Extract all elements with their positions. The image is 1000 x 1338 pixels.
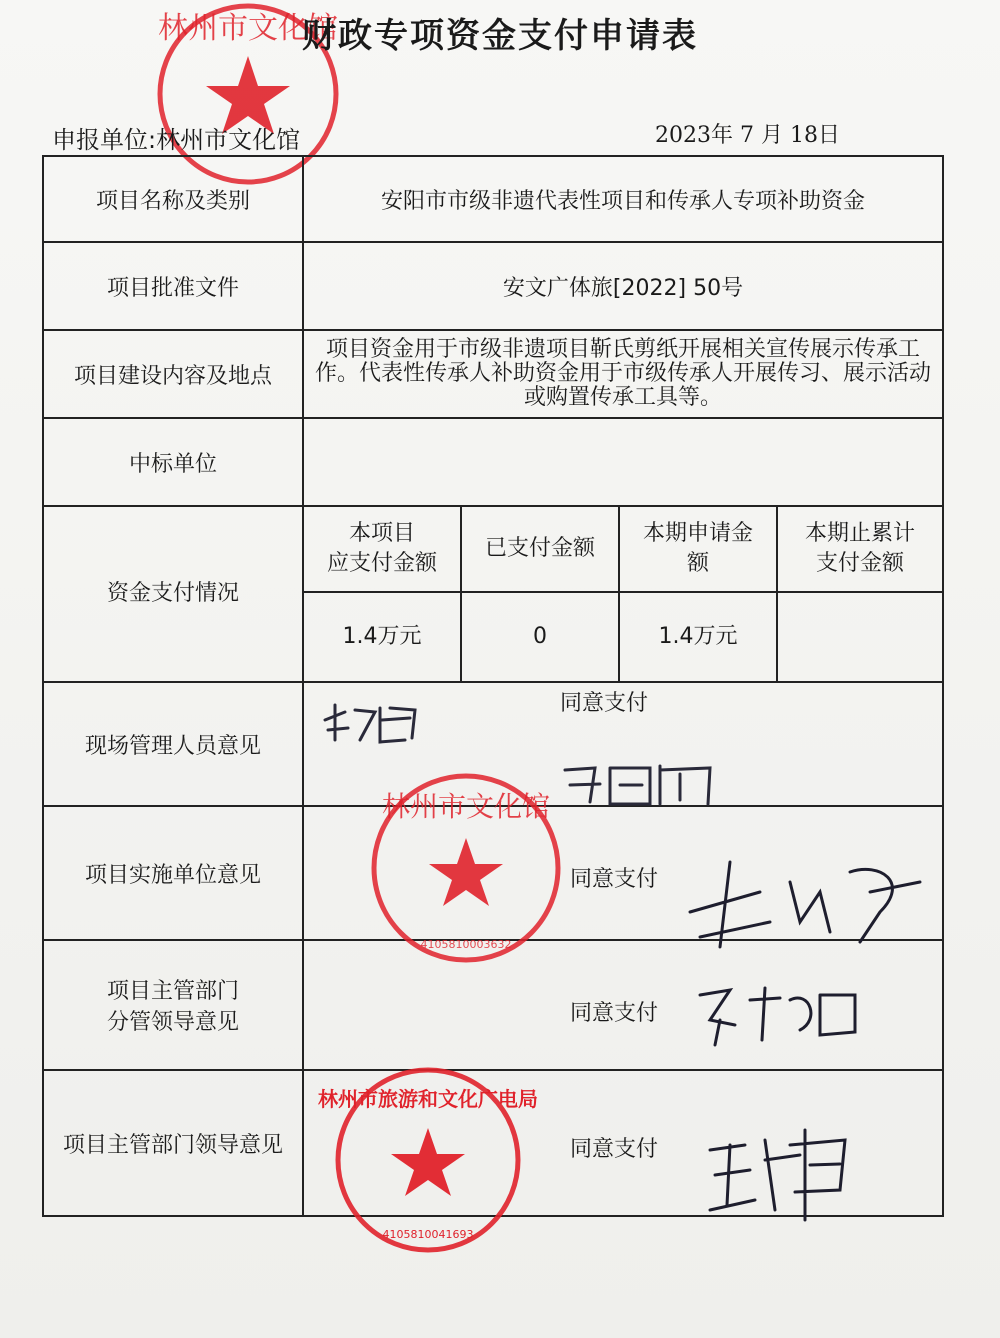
dept-deputy-opinion: 同意支付 [570,1001,659,1026]
applicant-label: 申报单位: [52,126,157,154]
funding-value-due: 1.4万元 [303,592,461,682]
approval-doc-value: 安文广体旅[2022] 50号 [303,242,943,330]
funding-header-current [619,506,777,592]
dept-deputy-label-line2: 分管领导意见 [106,1010,239,1035]
funding-value-paid: 0 [461,592,619,682]
dept-leader-label: 项目主管部门领导意见 [43,1070,303,1216]
implementer-label: 项目实施单位意见 [43,806,303,940]
funding-header-cumulative-line1: 本期止累计 [805,521,916,546]
funding-header-paid [461,506,619,592]
funding-header-current-line1: 本期申请金 [642,521,753,546]
applicant-line [52,120,300,155]
funding-header-current-line2: 额 [686,551,709,576]
funding-value-cumulative [777,592,943,682]
signature-dept-deputy [690,980,870,1050]
seal-bottom-serial: 4105810041693 [382,1228,474,1241]
funding-header-cumulative-line2: 支付金额 [816,551,905,576]
row-approval-doc [43,242,943,330]
funding-label: 资金支付情况 [43,506,303,682]
dept-deputy-label-line1: 项目主管部门 [106,979,239,1004]
funding-header-due-line2: 应支付金额 [326,551,437,576]
form-title: 财政专项资金支付申请表 [302,16,698,56]
seal-middle-text: 林州市文化馆 [381,790,551,823]
signature-implementer [680,852,930,952]
funding-header-due [303,506,461,592]
form-date: 2023年 7 月 18日 [655,123,840,148]
signature-site-manager-1 [320,700,430,750]
content-value: 项目资金用于市级非遗项目靳氏剪纸开展相关宣传展示传承工作。代表性传承人补助资金用于市级传承人开展传习、展示活动或购置传承工具等。 [303,330,943,418]
official-seal-middle [366,768,566,968]
signature-site-manager-2 [560,760,720,810]
row-funding-headers [43,506,943,592]
bidder-label: 中标单位 [43,418,303,506]
seal-middle-serial: 4105810003632 [420,938,512,951]
funding-value-current: 1.4万元 [619,592,777,682]
application-table [42,155,944,1217]
row-project-name [43,156,943,242]
site-manager-label: 现场管理人员意见 [43,682,303,806]
official-seal-bottom [318,1062,538,1258]
applicant-value: 林州市文化馆 [156,126,301,154]
row-content [43,330,943,418]
dept-leader-opinion: 同意支付 [570,1137,659,1162]
seal-bottom-text: 林州市旅游和文化广电局 [318,1087,538,1111]
row-bidder [43,418,943,506]
signature-dept-leader [705,1120,855,1230]
site-manager-opinion: 同意支付 [560,691,649,716]
implementer-opinion: 同意支付 [570,867,659,892]
project-name-value: 安阳市市级非遗代表性项目和传承人专项补助资金 [303,156,943,242]
seal-top-text: 林州市文化馆 [158,11,338,46]
funding-header-cumulative [777,506,943,592]
funding-header-paid-line1: 已支付金额 [484,536,595,561]
funding-header-due-line1: 本项目 [348,521,415,546]
content-label: 项目建设内容及地点 [43,330,303,418]
dept-deputy-label [43,940,303,1070]
approval-doc-label: 项目批准文件 [43,242,303,330]
bidder-value [303,418,943,506]
project-name-label: 项目名称及类别 [43,156,303,242]
